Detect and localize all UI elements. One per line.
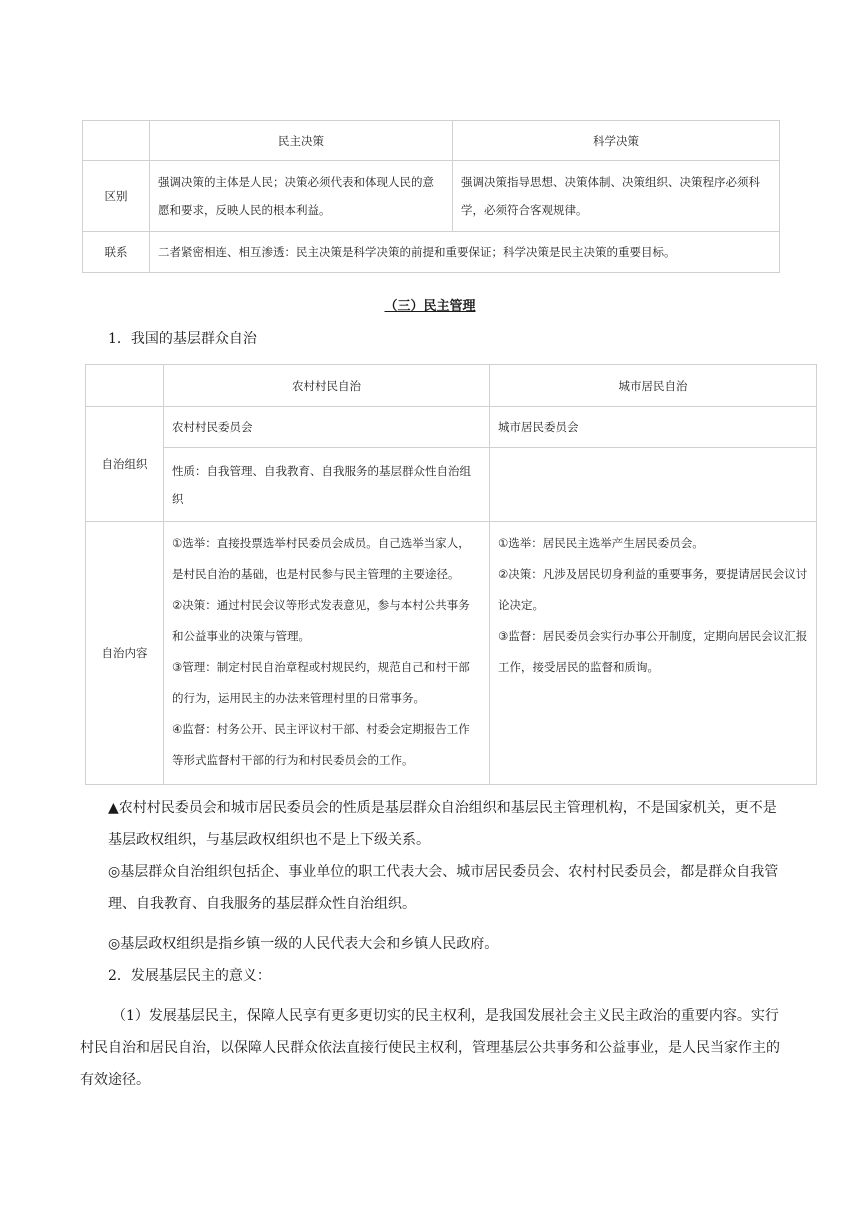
table1-difference-scientific: 强调决策指导思想、决策体制、决策组织、决策程序必须科学，必须符合客观规律。 xyxy=(453,161,780,232)
table1-difference-label: 区别 xyxy=(83,161,150,232)
section-heading-text: （三）民主管理 xyxy=(384,299,476,314)
point-2-1-paragraph: （1）发展基层民主，保障人民享有更多更切实的民主权利，是我国发展社会主义民主政治的重要内容。实行村民自治和居民自治，以保障人民群众依法直接行使民主权利，管理基层公共事务和公益事业，是人民当家作主的有效途径。 xyxy=(80,1008,780,1088)
table2-header-urban: 城市居民自治 xyxy=(490,365,817,407)
section-heading xyxy=(0,295,860,314)
table2-organization-rural: 农村村民委员会 xyxy=(164,407,490,448)
table2-content-label: 自治内容 xyxy=(86,522,164,785)
note-triangle-text: ▲农村村民委员会和城市居民委员会的性质是基层群众自治组织和基层民主管理机构，不是国家机关，更不是基层政权组织，与基层政权组织也不是上下级关系。 xyxy=(108,800,777,848)
rural-election-item: ①选举：直接投票选举村民委员会成员。自己选举当家人，是村民自治的基础，也是村民参与民主管理的主要途径。 xyxy=(172,536,470,581)
table2-content-urban xyxy=(490,522,817,785)
note-circle-2: ◎基层政权组织是指乡镇一级的人民代表大会和乡镇人民政府。 xyxy=(108,936,499,952)
table2-organization-urban: 城市居民委员会 xyxy=(490,407,817,448)
subheading: 1．我国的基层群众自治 xyxy=(108,331,257,347)
table2-nature-rural: 性质：自我管理、自我教育、自我服务的基层群众性自治组织 xyxy=(164,448,490,522)
point-2-title: 2．发展基层民主的意义： xyxy=(108,968,271,984)
note-circle-1-text: ◎基层群众自治组织包括企、事业单位的职工代表大会、城市居民委员会、农村村民委员会，都是群众自我管理、自我教育、自我服务的基层群众性自治组织。 xyxy=(108,864,779,912)
note-triangle xyxy=(108,792,780,856)
table2-corner-cell xyxy=(86,365,164,407)
table1-relation-label: 联系 xyxy=(83,232,150,273)
self-governance-table xyxy=(85,364,817,785)
note-circle-1 xyxy=(108,856,780,920)
table2-header-rural: 农村村民自治 xyxy=(164,365,490,407)
table2-organization-label: 自治组织 xyxy=(86,407,164,522)
urban-decision-item: ②决策：凡涉及居民切身利益的重要事务，要提请居民会议讨论决定。 xyxy=(498,567,808,612)
table1-header-scientific: 科学决策 xyxy=(453,121,780,161)
table1-relation-text: 二者紧密相连、相互渗透：民主决策是科学决策的前提和重要保证；科学决策是民主决策的重要目标。 xyxy=(150,232,780,273)
rural-management-item: ③管理：制定村民自治章程或村规民约，规范自己和村干部的行为，运用民主的办法来管理村里的日常事务。 xyxy=(172,660,470,705)
table2-nature-urban xyxy=(490,448,817,522)
table1-header-democratic: 民主决策 xyxy=(150,121,453,161)
table2-content-rural xyxy=(164,522,490,785)
rural-supervision-item: ④监督：村务公开、民主评议村干部、村委会定期报告工作等形式监督村干部的行为和村民委员会的工作。 xyxy=(172,722,470,767)
rural-decision-item: ②决策：通过村民会议等形式发表意见，参与本村公共事务和公益事业的决策与管理。 xyxy=(172,598,470,643)
urban-supervision-item: ③监督：居民委员会实行办事公开制度，定期向居民会议汇报工作，接受居民的监督和质询。 xyxy=(498,629,808,674)
table1-corner-cell xyxy=(83,121,150,161)
decision-comparison-table xyxy=(82,120,780,273)
table1-difference-democratic: 强调决策的主体是人民；决策必须代表和体现人民的意愿和要求，反映人民的根本利益。 xyxy=(150,161,453,232)
urban-election-item: ①选举：居民民主选举产生居民委员会。 xyxy=(498,536,704,550)
